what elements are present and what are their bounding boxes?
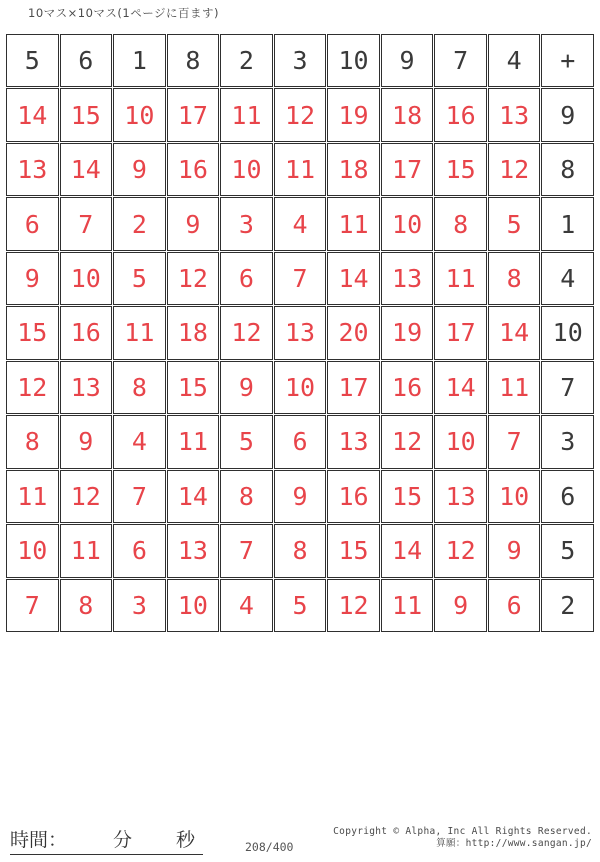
operator-cell: + xyxy=(541,34,594,87)
answer-cell: 11 xyxy=(381,579,434,632)
answer-cell: 4 xyxy=(220,579,273,632)
top-number-cell: 5 xyxy=(6,34,59,87)
answer-cell: 17 xyxy=(381,143,434,196)
answer-cell: 15 xyxy=(327,524,380,577)
answer-cell: 6 xyxy=(220,252,273,305)
top-number-cell: 6 xyxy=(60,34,113,87)
time-label: 時間： xyxy=(10,829,68,851)
answer-cell: 9 xyxy=(434,579,487,632)
answer-cell: 7 xyxy=(6,579,59,632)
answer-cell: 13 xyxy=(167,524,220,577)
answer-cell: 16 xyxy=(381,361,434,414)
answer-cell: 9 xyxy=(488,524,541,577)
answer-cell: 11 xyxy=(60,524,113,577)
answer-cell: 8 xyxy=(113,361,166,414)
answer-cell: 8 xyxy=(274,524,327,577)
answer-cell: 15 xyxy=(6,306,59,359)
answer-cell: 19 xyxy=(381,306,434,359)
answer-cell: 8 xyxy=(6,415,59,468)
answer-cell: 15 xyxy=(167,361,220,414)
answer-cell: 4 xyxy=(113,415,166,468)
top-number-cell: 2 xyxy=(220,34,273,87)
row-number-cell: 10 xyxy=(541,306,594,359)
answer-cell: 18 xyxy=(167,306,220,359)
answer-cell: 12 xyxy=(274,88,327,141)
answer-cell: 8 xyxy=(434,197,487,250)
answer-cell: 12 xyxy=(381,415,434,468)
answer-cell: 10 xyxy=(434,415,487,468)
copyright-text: Copyright © Alpha, Inc All Rights Reserved. xyxy=(333,826,592,837)
answer-cell: 3 xyxy=(113,579,166,632)
answer-cell: 12 xyxy=(6,361,59,414)
top-number-cell: 4 xyxy=(488,34,541,87)
answer-cell: 10 xyxy=(381,197,434,250)
answer-cell: 10 xyxy=(220,143,273,196)
answer-cell: 14 xyxy=(488,306,541,359)
row-number-cell: 6 xyxy=(541,470,594,523)
page-title: 10マス×10マス(1ページに百ます) xyxy=(28,6,219,20)
row-number-cell: 5 xyxy=(541,524,594,577)
answer-cell: 10 xyxy=(167,579,220,632)
answer-cell: 10 xyxy=(113,88,166,141)
answer-cell: 20 xyxy=(327,306,380,359)
answer-cell: 6 xyxy=(6,197,59,250)
answer-cell: 8 xyxy=(488,252,541,305)
answer-cell: 11 xyxy=(6,470,59,523)
row-number-cell: 2 xyxy=(541,579,594,632)
answer-cell: 16 xyxy=(167,143,220,196)
row-number-cell: 3 xyxy=(541,415,594,468)
answer-cell: 12 xyxy=(488,143,541,196)
answer-cell: 5 xyxy=(274,579,327,632)
answer-cell: 13 xyxy=(60,361,113,414)
top-number-cell: 7 xyxy=(434,34,487,87)
answer-cell: 3 xyxy=(220,197,273,250)
answer-cell: 16 xyxy=(60,306,113,359)
answer-cell: 6 xyxy=(488,579,541,632)
row-number-cell: 7 xyxy=(541,361,594,414)
answer-cell: 4 xyxy=(274,197,327,250)
answer-cell: 11 xyxy=(327,197,380,250)
answer-cell: 15 xyxy=(60,88,113,141)
answer-cell: 5 xyxy=(113,252,166,305)
answer-cell: 14 xyxy=(327,252,380,305)
row-number-cell: 8 xyxy=(541,143,594,196)
answer-cell: 18 xyxy=(327,143,380,196)
answer-cell: 14 xyxy=(6,88,59,141)
answer-cell: 19 xyxy=(327,88,380,141)
answer-cell: 9 xyxy=(6,252,59,305)
minutes-label: 分 xyxy=(113,829,133,851)
answer-cell: 15 xyxy=(434,143,487,196)
answer-cell: 12 xyxy=(434,524,487,577)
answer-cell: 13 xyxy=(6,143,59,196)
answer-cell: 11 xyxy=(274,143,327,196)
answer-cell: 13 xyxy=(434,470,487,523)
answer-cell: 11 xyxy=(113,306,166,359)
page-indicator: 208/400 xyxy=(245,840,294,854)
top-number-cell: 8 xyxy=(167,34,220,87)
top-number-cell: 9 xyxy=(381,34,434,87)
answer-cell: 14 xyxy=(434,361,487,414)
answer-cell: 12 xyxy=(220,306,273,359)
answer-cell: 12 xyxy=(167,252,220,305)
answer-cell: 7 xyxy=(113,470,166,523)
answer-cell: 17 xyxy=(167,88,220,141)
answer-cell: 16 xyxy=(434,88,487,141)
answer-cell: 13 xyxy=(327,415,380,468)
answer-cell: 13 xyxy=(381,252,434,305)
answer-cell: 14 xyxy=(167,470,220,523)
answer-cell: 9 xyxy=(274,470,327,523)
answer-cell: 17 xyxy=(327,361,380,414)
answer-cell: 9 xyxy=(113,143,166,196)
answer-cell: 14 xyxy=(381,524,434,577)
seconds-label: 秒 xyxy=(176,829,196,851)
answer-cell: 14 xyxy=(60,143,113,196)
answer-cell: 12 xyxy=(60,470,113,523)
footer xyxy=(0,818,600,862)
answer-cell: 13 xyxy=(488,88,541,141)
answer-cell: 13 xyxy=(274,306,327,359)
answer-cell: 7 xyxy=(220,524,273,577)
answer-cell: 7 xyxy=(274,252,327,305)
top-number-cell: 1 xyxy=(113,34,166,87)
answer-cell: 18 xyxy=(381,88,434,141)
answer-cell: 5 xyxy=(488,197,541,250)
answer-cell: 6 xyxy=(274,415,327,468)
site-url-text: 算願：http://www.sangan.jp/ xyxy=(436,838,592,849)
answer-cell: 10 xyxy=(274,361,327,414)
answer-cell: 10 xyxy=(488,470,541,523)
answer-cell: 9 xyxy=(220,361,273,414)
row-number-cell: 1 xyxy=(541,197,594,250)
answer-cell: 5 xyxy=(220,415,273,468)
row-number-cell: 9 xyxy=(541,88,594,141)
answer-cell: 12 xyxy=(327,579,380,632)
answer-cell: 7 xyxy=(60,197,113,250)
answer-cell: 7 xyxy=(488,415,541,468)
top-number-cell: 3 xyxy=(274,34,327,87)
answer-cell: 11 xyxy=(220,88,273,141)
top-number-cell: 10 xyxy=(327,34,380,87)
answer-cell: 11 xyxy=(434,252,487,305)
answer-cell: 9 xyxy=(60,415,113,468)
answer-cell: 2 xyxy=(113,197,166,250)
answer-cell: 10 xyxy=(60,252,113,305)
answer-cell: 8 xyxy=(220,470,273,523)
answer-cell: 11 xyxy=(167,415,220,468)
credits xyxy=(333,826,592,850)
answer-cell: 16 xyxy=(327,470,380,523)
answer-cell: 17 xyxy=(434,306,487,359)
answer-cell: 6 xyxy=(113,524,166,577)
answer-cell: 10 xyxy=(6,524,59,577)
answer-cell: 11 xyxy=(488,361,541,414)
row-number-cell: 4 xyxy=(541,252,594,305)
answer-cell: 8 xyxy=(60,579,113,632)
answer-cell: 9 xyxy=(167,197,220,250)
calculation-grid xyxy=(6,34,594,632)
time-field xyxy=(10,825,203,855)
answer-cell: 15 xyxy=(381,470,434,523)
